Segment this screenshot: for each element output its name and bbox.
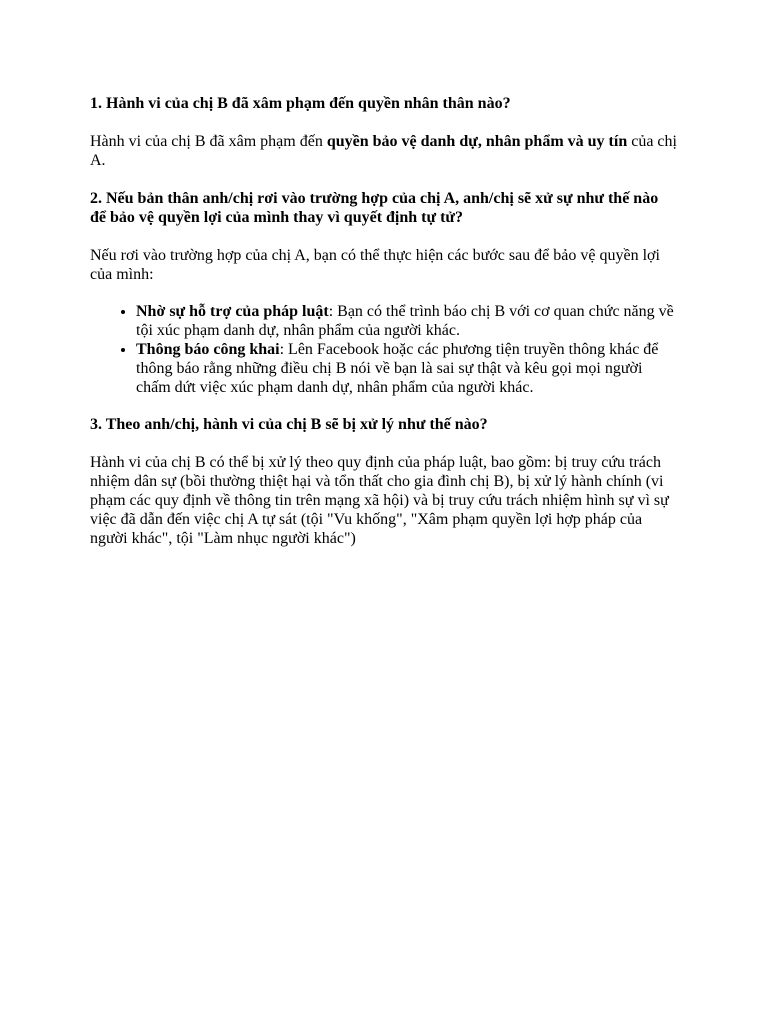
- list-item-text: : Lên Facebook hoặc các phương tiện truyền thông khác để thông báo rằng những điều chị B nói về bạn là sai sự thật và kêu gọi mọi người chấm dứt việc xúc phạm danh dự, nhân phẩm của người khác.: [136, 341, 659, 396]
- answer-2-bullet-list: [90, 302, 678, 397]
- question-2: 2. Nếu bản thân anh/chị rơi vào trường hợp của chị A, anh/chị sẽ xử sự như thế nào để bảo vệ quyền lợi của mình thay vì quyết định tự tử?: [90, 190, 659, 226]
- question-1: 1. Hành vi của chị B đã xâm phạm đến quyền nhân thân nào?: [90, 95, 511, 112]
- answer-3: Hành vi của chị B có thể bị xử lý theo quy định của pháp luật, bao gồm: bị truy cứu trách nhiệm dân sự (bồi thường thiệt hại và tổn thất cho gia đình chị B), bị xử lý hành chính (vi phạm các quy định về thông tin trên mạng xã hội) và bị truy cứu trách nhiệm hình sự vì sự việc đã dẫn đến việc chị A tự sát (tội "Vu khống", "Xâm phạm quyền lợi hợp pháp của người khác", tội "Làm nhục người khác"): [90, 454, 669, 547]
- answer-1-text-after: của chị A.: [90, 133, 677, 169]
- answer-1-text-before: Hành vi của chị B đã xâm phạm đến: [90, 133, 327, 150]
- question-3: 3. Theo anh/chị, hành vi của chị B sẽ bị xử lý như thế nào?: [90, 416, 488, 433]
- list-item: [136, 302, 678, 340]
- list-item-bold: Nhờ sự hỗ trợ của pháp luật: [136, 303, 329, 320]
- list-item: [136, 340, 678, 397]
- document-page: [90, 94, 678, 548]
- list-item-bold: Thông báo công khai: [136, 341, 280, 358]
- answer-2: Nếu rơi vào trường hợp của chị A, bạn có thể thực hiện các bước sau để bảo vệ quyền lợi của mình:: [90, 247, 660, 283]
- list-item-text: : Bạn có thể trình báo chị B với cơ quan chức năng về tội xúc phạm danh dự, nhân phẩm của người khác.: [136, 303, 674, 339]
- answer-1: [90, 132, 678, 170]
- answer-1-bold-text: quyền bảo vệ danh dự, nhân phẩm và uy tín: [326, 133, 628, 150]
